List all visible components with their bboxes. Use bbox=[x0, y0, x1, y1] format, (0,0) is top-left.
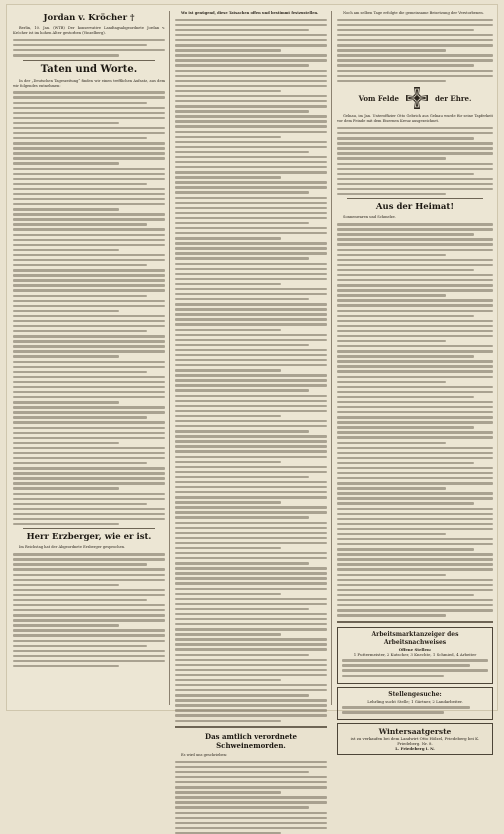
labor-market-title: Arbeitsmarktanzeiger des Arbeitsnachweises bbox=[371, 630, 459, 646]
divider bbox=[23, 60, 155, 61]
home-heading: Aus der Heimat! bbox=[375, 202, 455, 213]
essay-heading: Herr Erzberger, wie er ist. bbox=[26, 532, 152, 543]
column-rule bbox=[331, 11, 332, 705]
double-rule bbox=[175, 726, 327, 728]
column-2 bbox=[175, 11, 327, 757]
article-body bbox=[175, 761, 327, 834]
essay-lead: In der „Deutschen Tageszeitung“ finden wir einen trefflichen Aufsatz, aus dem wir folgendes entnehmen: bbox=[13, 78, 165, 88]
newspaper-page bbox=[6, 4, 498, 757]
obituary-heading: Jordan v. Kröcher † bbox=[43, 13, 135, 23]
double-rule bbox=[337, 621, 493, 623]
barley-sale-title: Wintersaatgerste bbox=[378, 727, 452, 737]
barley-sale-ad bbox=[337, 723, 493, 755]
job-wanted-title: Stellengesuche: bbox=[388, 690, 442, 698]
essay-body bbox=[13, 91, 165, 525]
divider bbox=[23, 528, 155, 529]
job-wanted-ad bbox=[337, 687, 493, 721]
home-body bbox=[337, 223, 493, 616]
barley-sale-line: ist zu verkaufen bei dem Landwirt Otto Hölzel, Friedeberg bei K. Friedeberg. Nr. 8. bbox=[350, 736, 480, 747]
home-lead: Sonnenwaren und Schmelze. bbox=[343, 215, 396, 220]
field-of-honor-lead: Gelnau, im Jan. Unteroffizier Otto Gebrich aus Gelnau wurde für seine Tapferkeit vor dem Feinde mit dem Eisernen Kreuz ausgezeichnet. bbox=[337, 114, 493, 124]
labor-market-subtitle: Offene Stellen: bbox=[398, 646, 432, 652]
divider bbox=[347, 198, 483, 199]
labor-market-ad bbox=[337, 627, 493, 684]
field-of-honor-body bbox=[337, 127, 493, 195]
article-heading: Das amtlich verordnete Schweinemorden. bbox=[205, 731, 297, 750]
column-1 bbox=[13, 11, 165, 705]
column-intro: Wo ist genügend, diese Tatsachen offen und bestimmt festzustellen. bbox=[181, 11, 319, 15]
obituary-lead: Berlin, 10. Jan. (WTB) Der konservative Landtagsabgeordnete Jordan v. Kröcher ist im hohen Alter gestorben (Vinzelberg). bbox=[13, 26, 165, 36]
barley-sale-sign: L. Friedeberg i. N. bbox=[395, 746, 435, 752]
column-intro: Noch am selben Tage erfolgte die gemeinsame Beisetzung der Verstorbenen. bbox=[343, 11, 484, 15]
column-3 bbox=[337, 11, 493, 752]
field-of-honor-right-label: der Ehre. bbox=[434, 93, 472, 103]
article-lead: Es wird uns geschrieben: bbox=[181, 752, 228, 757]
article-body bbox=[175, 19, 327, 722]
essay-lead: Im Reichstag hat der Abgeordnete Erzberger gesprochen. bbox=[19, 545, 126, 550]
essay-body bbox=[13, 553, 165, 667]
column-rule bbox=[169, 11, 170, 705]
iron-cross-icon bbox=[405, 86, 429, 110]
field-of-honor-left-label: Vom Felde bbox=[358, 93, 399, 103]
job-wanted-line: Lehrling sucht Stelle; 1 Gärtner, 2 Landarbeiter. bbox=[367, 698, 463, 704]
labor-market-line: 1 Futtermeister, 2 Kutscher, 3 Knechte, 1 Schmied, 4 Arbeiter bbox=[353, 651, 477, 657]
essay-heading: Taten und Worte. bbox=[40, 63, 138, 75]
field-of-honor-header bbox=[337, 86, 493, 110]
